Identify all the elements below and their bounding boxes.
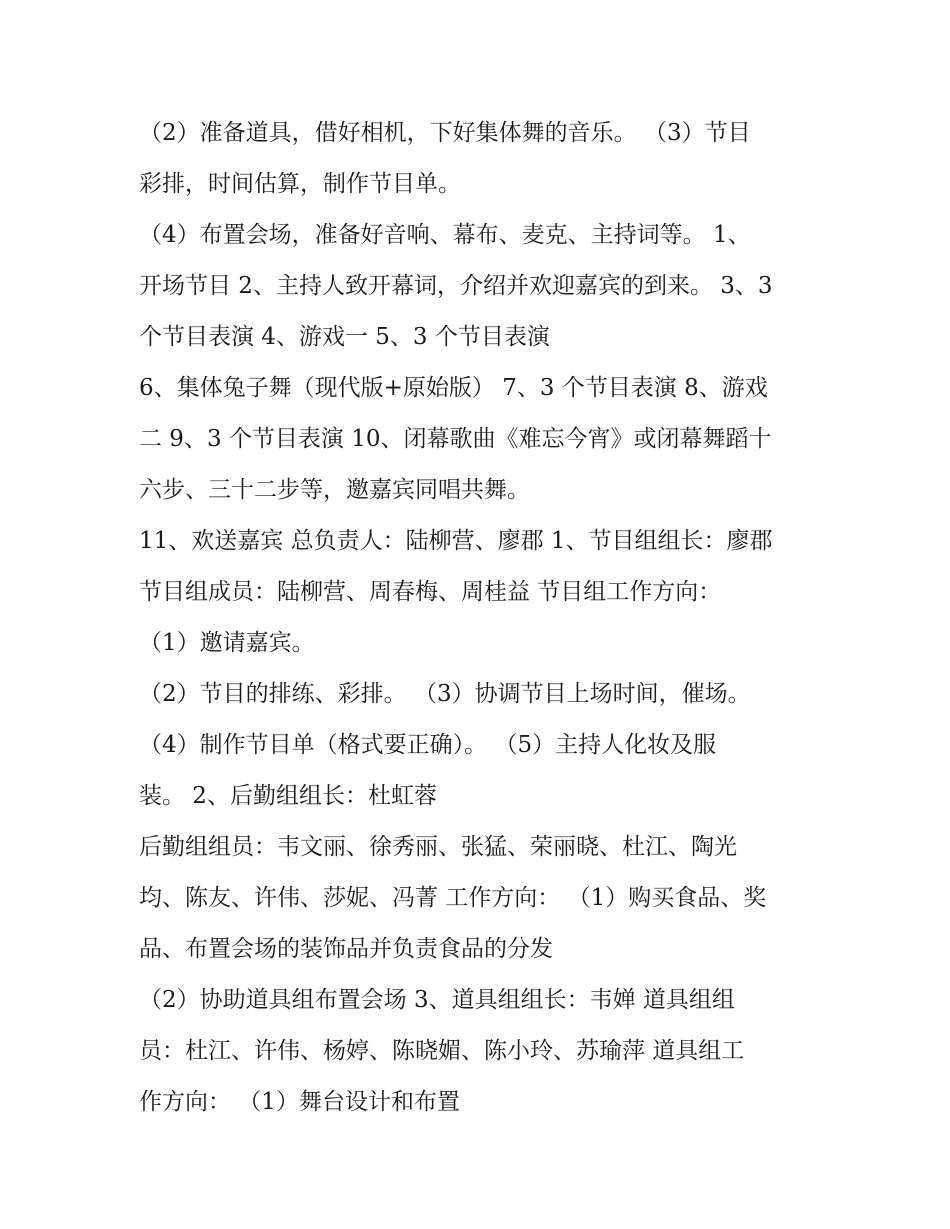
text-line-10: 节目组成员：陆柳营、周春梅、周桂益 节目组工作方向： bbox=[139, 579, 722, 605]
text-line-4: 开场节目 2、主持人致开幕词，介绍并欢迎嘉宾的到来。 3、3 bbox=[139, 273, 773, 299]
text-line-9: 11、欢送嘉宾 总负责人：陆柳营、廖郡 1、节目组组长：廖郡 bbox=[139, 528, 773, 554]
text-line-18: （2）协助道具组布置会场 3、道具组组长：韦婵 道具组组 bbox=[139, 987, 735, 1013]
text-line-2: 彩排，时间估算，制作节目单。 bbox=[139, 171, 461, 197]
text-line-1: （2）准备道具，借好相机，下好集体舞的音乐。 （3）节目 bbox=[139, 120, 751, 146]
text-line-6: 6、集体兔子舞（现代版+原始版） 7、3 个节目表演 8、游戏 bbox=[139, 375, 768, 401]
text-line-16: 均、陈友、许伟、莎妮、冯菁 工作方向： （1）购买食品、奖 bbox=[139, 885, 767, 911]
text-line-17: 品、布置会场的装饰品并负责食品的分发 bbox=[139, 936, 553, 962]
text-line-15: 后勤组组员：韦文丽、徐秀丽、张猛、荣丽晓、杜江、陶光 bbox=[139, 834, 737, 860]
text-line-13: （4）制作节目单（格式要正确）。 （5）主持人化妆及服 bbox=[139, 732, 717, 758]
text-line-12: （2）节目的排练、彩排。 （3）协调节目上场时间，催场。 bbox=[139, 681, 751, 707]
text-line-5: 个节目表演 4、游戏一 5、3 个节目表演 bbox=[139, 324, 550, 350]
text-line-14: 装。 2、后勤组组长：杜虹蓉 bbox=[139, 783, 437, 809]
text-line-8: 六步、三十二步等，邀嘉宾同唱共舞。 bbox=[139, 477, 530, 503]
text-line-3: （4）布置会场，准备好音响、幕布、麦克、主持词等。 1、 bbox=[139, 222, 751, 248]
text-line-11: （1）邀请嘉宾。 bbox=[139, 630, 315, 656]
document-body bbox=[139, 108, 819, 1128]
text-line-7: 二 9、3 个节目表演 10、闭幕歌曲《难忘今宵》或闭幕舞蹈十 bbox=[139, 426, 772, 452]
text-line-19: 员：杜江、许伟、杨婷、陈晓媚、陈小玲、苏瑜萍 道具组工 bbox=[139, 1038, 745, 1064]
text-line-20: 作方向： （1）舞台设计和布置 bbox=[139, 1089, 460, 1115]
